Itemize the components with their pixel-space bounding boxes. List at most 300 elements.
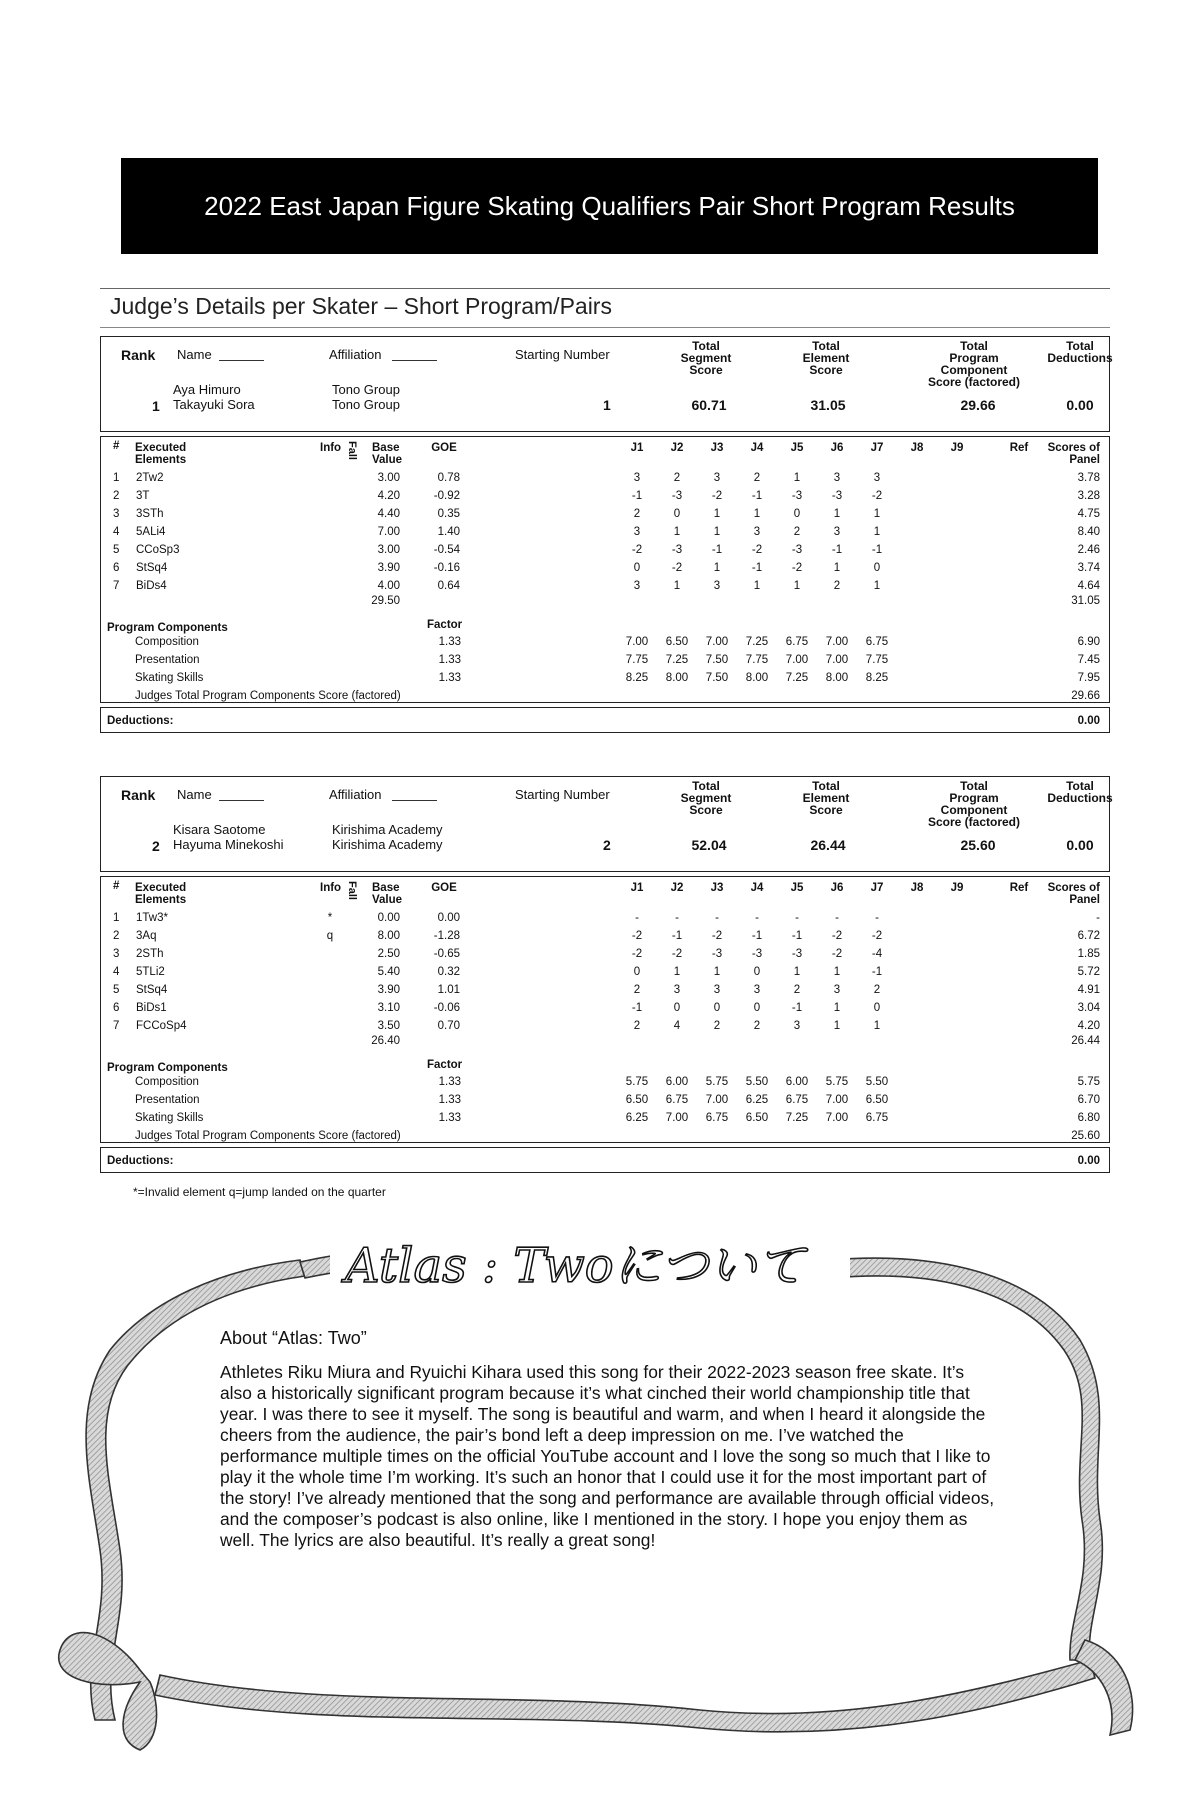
col-executed: Executed xyxy=(135,442,187,454)
element-goe: 0.35 xyxy=(437,508,460,520)
judge-goe: 1 xyxy=(713,562,721,574)
judge-goe: -1 xyxy=(631,490,643,502)
rank-value: 1 xyxy=(152,398,160,414)
judge-goe: 2 xyxy=(793,984,801,996)
judge-goe: 3 xyxy=(633,472,641,484)
judge-goe: 3 xyxy=(633,526,641,538)
element-base-value: 5.40 xyxy=(377,966,400,978)
judge-goe: -1 xyxy=(871,544,883,556)
element-info: * xyxy=(327,912,333,924)
starting-number-label: Starting Number xyxy=(515,787,610,802)
col-number: # xyxy=(113,440,120,452)
element-base-value: 2.50 xyxy=(377,948,400,960)
judge-goe: 2 xyxy=(713,1020,721,1032)
judge-component-score: 6.75 xyxy=(705,1112,729,1124)
judge-component-score: 8.00 xyxy=(745,672,769,684)
judge-component-score: 7.00 xyxy=(705,1094,729,1106)
element-code: 3STh xyxy=(136,508,164,520)
deductions-value: 0.00 xyxy=(1077,1155,1100,1167)
col-fall: Fall xyxy=(346,881,358,900)
col-goe: GOE xyxy=(431,882,457,894)
element-code: 3Aq xyxy=(136,930,157,942)
judge-goe: 1 xyxy=(673,580,681,592)
about-body: Athletes Riku Miura and Ryuichi Kihara used this song for their 2022-2023 season free skate. It’s also a historically significant program because it’s what cinched their world championship title that year. I was there to see it myself. The song is beautiful and warm, and when I heard it alongside the cheers from the audience, the pair’s bond left a deep impression on me. I’ve watched the performance multiple times on the official YouTube account and I love the song so much that I like to play it the whole time I’m working. It’s such an honor that I could use it for the most important part of the story! I’ve already mentioned that the song and performance are available through official videos, and the composer’s podcast is also online, like I mentioned in the story. I hope you enjoy them as well. The lyrics are also beautiful. It’s really a great song! xyxy=(220,1362,995,1550)
judge-goe: 1 xyxy=(673,526,681,538)
pcs-total-label: Judges Total Program Components Score (factored) xyxy=(135,690,401,702)
judge-component-score: 7.75 xyxy=(865,654,889,666)
judge-goe: - xyxy=(675,912,679,924)
element-number: 4 xyxy=(113,526,120,538)
ribbon-heading: Atlas : Twoについて xyxy=(345,1238,805,1294)
judge-goe: -2 xyxy=(711,490,723,502)
judge-goe: 0 xyxy=(633,966,641,978)
element-code: BiDs1 xyxy=(136,1002,167,1014)
col-judge: J6 xyxy=(830,882,844,894)
element-code: 2STh xyxy=(136,948,164,960)
total-pcs-label: Total xyxy=(960,339,988,353)
element-code: 5TLi2 xyxy=(136,966,165,978)
skater-affiliation: Kirishima Academy xyxy=(332,822,443,837)
underline xyxy=(392,360,437,361)
underline xyxy=(219,800,264,801)
judge-goe: -2 xyxy=(831,948,843,960)
col-judge: J2 xyxy=(670,882,684,894)
col-judge: J1 xyxy=(630,442,644,454)
element-panel-score: 5.72 xyxy=(1077,966,1100,978)
element-code: 5ALi4 xyxy=(136,526,166,538)
total-deductions-label: Total xyxy=(1066,779,1094,793)
element-number: 4 xyxy=(113,966,120,978)
element-number: 5 xyxy=(113,984,120,996)
col-base-value: Value xyxy=(372,894,403,906)
element-code: BiDs4 xyxy=(136,580,167,592)
judge-component-score: 6.00 xyxy=(785,1076,809,1088)
col-executed: Executed xyxy=(135,882,187,894)
judge-component-score: 6.00 xyxy=(665,1076,689,1088)
judge-goe: -1 xyxy=(711,544,723,556)
col-info: Info xyxy=(320,882,342,894)
judge-component-score: 7.50 xyxy=(705,672,729,684)
col-ref: Ref xyxy=(1009,882,1029,894)
judge-goe: 0 xyxy=(633,562,641,574)
total-pcs-label: Score (factored) xyxy=(927,815,1021,829)
judge-goe: 2 xyxy=(633,508,641,520)
component-name: Presentation xyxy=(135,654,200,666)
judge-component-score: 5.50 xyxy=(865,1076,889,1088)
col-base-value: Base xyxy=(372,882,400,894)
judge-goe: -1 xyxy=(831,544,843,556)
element-base-value: 3.00 xyxy=(377,544,400,556)
element-number: 6 xyxy=(113,562,120,574)
starting-number-value: 2 xyxy=(603,837,611,853)
judge-goe: 0 xyxy=(873,1002,881,1014)
judge-goe: -2 xyxy=(791,562,803,574)
judge-goe: 2 xyxy=(633,984,641,996)
table-frame xyxy=(100,1147,1110,1173)
element-goe: -0.92 xyxy=(433,490,460,502)
col-judge: J3 xyxy=(710,882,724,894)
skater-name: Hayuma Minekoshi xyxy=(173,837,284,852)
element-number: 3 xyxy=(113,508,120,520)
judge-component-score: 7.25 xyxy=(785,672,809,684)
judge-goe: 2 xyxy=(833,580,841,592)
element-panel-score: 8.40 xyxy=(1077,526,1100,538)
element-base-value: 4.40 xyxy=(377,508,400,520)
component-factor: 1.33 xyxy=(438,654,461,666)
element-panel-score: 3.78 xyxy=(1077,472,1100,484)
element-panel-score: 4.64 xyxy=(1077,580,1100,592)
judge-goe: 2 xyxy=(753,1020,761,1032)
total-deductions-label: Deductions xyxy=(1047,351,1113,365)
judge-goe: 1 xyxy=(833,1020,841,1032)
element-number: 5 xyxy=(113,544,120,556)
element-goe: -0.06 xyxy=(433,1002,460,1014)
judge-component-score: 7.00 xyxy=(785,654,809,666)
judge-goe: 1 xyxy=(833,508,841,520)
total-segment-score-label: Total xyxy=(692,779,720,793)
underline xyxy=(392,800,437,801)
judge-goe: -3 xyxy=(711,948,723,960)
judge-goe: 3 xyxy=(833,472,841,484)
judge-goe: -4 xyxy=(871,948,883,960)
col-fall: Fall xyxy=(346,441,358,460)
element-number: 7 xyxy=(113,580,120,592)
col-judge: J5 xyxy=(790,442,804,454)
component-name: Composition xyxy=(135,1076,199,1088)
judge-goe: -2 xyxy=(711,930,723,942)
affiliation-label: Affiliation xyxy=(329,787,382,802)
component-factor: 1.33 xyxy=(438,636,461,648)
element-panel-score: 6.72 xyxy=(1077,930,1100,942)
element-info: q xyxy=(326,930,334,942)
element-goe: 1.40 xyxy=(437,526,460,538)
judge-component-score: 8.00 xyxy=(665,672,689,684)
judge-goe: 1 xyxy=(673,966,681,978)
judge-goe: - xyxy=(835,912,839,924)
element-panel-score: - xyxy=(1096,912,1100,924)
judge-goe: -3 xyxy=(751,948,763,960)
factor-label: Factor xyxy=(427,619,463,631)
component-panel-score: 5.75 xyxy=(1077,1076,1100,1088)
element-goe: -0.54 xyxy=(433,544,460,556)
judge-details-title: Judge’s Details per Skater – Short Program/Pairs xyxy=(110,293,612,319)
judge-goe: -1 xyxy=(751,562,763,574)
total-segment-score-label: Score xyxy=(689,803,723,817)
element-base-value: 7.00 xyxy=(377,526,400,538)
col-judge: J4 xyxy=(750,442,764,454)
judge-component-score: 5.75 xyxy=(825,1076,849,1088)
judge-goe: 1 xyxy=(833,562,841,574)
judge-goe: -2 xyxy=(751,544,763,556)
judge-goe: 3 xyxy=(793,1020,801,1032)
judge-goe: -3 xyxy=(791,544,803,556)
component-factor: 1.33 xyxy=(438,1112,461,1124)
judge-goe: 1 xyxy=(753,580,761,592)
judge-goe: 1 xyxy=(873,526,881,538)
judge-goe: 1 xyxy=(713,526,721,538)
element-goe: 0.64 xyxy=(437,580,460,592)
judge-goe: 3 xyxy=(833,526,841,538)
judge-goe: 3 xyxy=(833,984,841,996)
judge-component-score: 6.50 xyxy=(745,1112,769,1124)
component-name: Composition xyxy=(135,636,199,648)
element-panel-score: 1.85 xyxy=(1077,948,1100,960)
total-pcs-label: Score (factored) xyxy=(927,375,1021,389)
judge-component-score: 6.50 xyxy=(625,1094,649,1106)
element-goe: -1.28 xyxy=(433,930,460,942)
judge-goe: 1 xyxy=(833,1002,841,1014)
judge-component-score: 7.00 xyxy=(825,1094,849,1106)
footnote: *=Invalid element q=jump landed on the quarter xyxy=(133,1185,386,1199)
total-segment-score-label: Total xyxy=(692,339,720,353)
component-panel-score: 7.95 xyxy=(1077,672,1100,684)
element-number: 7 xyxy=(113,1020,120,1032)
judge-goe: 1 xyxy=(793,580,801,592)
col-number: # xyxy=(113,880,120,892)
judge-goe: 3 xyxy=(673,984,681,996)
judge-component-score: 8.25 xyxy=(865,672,889,684)
total-segment-score: 52.04 xyxy=(691,837,727,853)
col-judge: J2 xyxy=(670,442,684,454)
element-number: 1 xyxy=(113,472,120,484)
rank-label: Rank xyxy=(121,787,156,803)
component-panel-score: 7.45 xyxy=(1077,654,1100,666)
judge-goe: -3 xyxy=(671,544,683,556)
element-panel-score: 4.91 xyxy=(1077,984,1100,996)
col-base-value: Value xyxy=(372,454,403,466)
total-element-score-label: Total xyxy=(812,339,840,353)
element-number: 2 xyxy=(113,490,120,502)
component-name: Skating Skills xyxy=(135,672,204,684)
total-element-score: 31.05 xyxy=(810,397,846,413)
element-goe: -0.16 xyxy=(433,562,460,574)
judge-component-score: 7.75 xyxy=(625,654,649,666)
judge-goe: -1 xyxy=(791,1002,803,1014)
judge-goe: 2 xyxy=(753,472,761,484)
judge-goe: 3 xyxy=(713,472,721,484)
judge-goe: - xyxy=(635,912,639,924)
judge-goe: -3 xyxy=(671,490,683,502)
total-deductions-label: Total xyxy=(1066,339,1094,353)
judge-component-score: 6.25 xyxy=(745,1094,769,1106)
element-score-total: 26.44 xyxy=(1071,1035,1100,1047)
judge-goe: 2 xyxy=(873,984,881,996)
col-judge: J6 xyxy=(830,442,844,454)
judge-goe: -1 xyxy=(751,930,763,942)
judge-goe: 1 xyxy=(793,472,801,484)
skater-affiliation: Tono Group xyxy=(332,397,400,412)
judge-goe: -1 xyxy=(671,930,683,942)
judge-goe: -3 xyxy=(791,948,803,960)
judge-component-score: 7.00 xyxy=(705,636,729,648)
element-goe: 0.78 xyxy=(437,472,460,484)
judge-component-score: 7.00 xyxy=(825,654,849,666)
program-components-label: Program Components xyxy=(107,622,228,634)
judge-goe: -2 xyxy=(871,930,883,942)
judge-goe: -2 xyxy=(671,562,683,574)
element-goe: -0.65 xyxy=(433,948,460,960)
results-banner: 2022 East Japan Figure Skating Qualifiers Pair Short Program Results xyxy=(121,158,1098,254)
judge-goe: -1 xyxy=(791,930,803,942)
judge-goe: -2 xyxy=(631,544,643,556)
judge-goe: 3 xyxy=(873,472,881,484)
judge-goe: 3 xyxy=(753,984,761,996)
judge-goe: -1 xyxy=(871,966,883,978)
element-panel-score: 4.20 xyxy=(1077,1020,1100,1032)
total-deductions-label: Deductions xyxy=(1047,791,1113,805)
judge-goe: 0 xyxy=(873,562,881,574)
col-executed: Elements xyxy=(135,894,187,906)
total-element-score-label: Score xyxy=(809,803,843,817)
element-base-value: 3.90 xyxy=(377,562,400,574)
col-panel: Scores of xyxy=(1047,442,1100,454)
judge-goe: 0 xyxy=(753,1002,761,1014)
judge-component-score: 6.50 xyxy=(865,1094,889,1106)
judge-goe: -3 xyxy=(831,490,843,502)
underline xyxy=(219,360,264,361)
deductions-label: Deductions: xyxy=(107,1155,174,1167)
col-judge: J7 xyxy=(870,882,884,894)
component-name: Presentation xyxy=(135,1094,200,1106)
element-code: CCoSp3 xyxy=(136,544,180,556)
col-judge: J9 xyxy=(950,882,964,894)
judge-component-score: 6.75 xyxy=(785,636,809,648)
judge-goe: -2 xyxy=(831,930,843,942)
judge-goe: -3 xyxy=(791,490,803,502)
judge-component-score: 8.25 xyxy=(625,672,649,684)
judge-goe: 0 xyxy=(673,508,681,520)
col-judge: J7 xyxy=(870,442,884,454)
col-judge: J9 xyxy=(950,442,964,454)
program-components-label: Program Components xyxy=(107,1062,228,1074)
element-goe: 1.01 xyxy=(437,984,460,996)
element-number: 2 xyxy=(113,930,120,942)
judge-goe: 0 xyxy=(673,1002,681,1014)
judge-goe: 2 xyxy=(793,526,801,538)
judge-component-score: 7.00 xyxy=(665,1112,689,1124)
judge-goe: -2 xyxy=(671,948,683,960)
skater-name: Kisara Saotome xyxy=(173,822,266,837)
col-judge: J3 xyxy=(710,442,724,454)
total-element-score-label: Element xyxy=(802,791,850,805)
total-element-score-label: Element xyxy=(802,351,850,365)
element-base-value: 3.50 xyxy=(377,1020,400,1032)
col-executed: Elements xyxy=(135,454,187,466)
element-base-value: 0.00 xyxy=(377,912,400,924)
element-panel-score: 3.28 xyxy=(1077,490,1100,502)
col-judge: J5 xyxy=(790,882,804,894)
ribbon-band xyxy=(155,1660,1095,1732)
col-judge: J4 xyxy=(750,882,764,894)
judge-goe: 3 xyxy=(713,984,721,996)
rank-value: 2 xyxy=(152,838,160,854)
deductions-label: Deductions: xyxy=(107,715,174,727)
element-number: 1 xyxy=(113,912,120,924)
skater-affiliation: Kirishima Academy xyxy=(332,837,443,852)
judge-goe: 2 xyxy=(633,1020,641,1032)
component-panel-score: 6.70 xyxy=(1077,1094,1100,1106)
base-value-total: 29.50 xyxy=(371,595,400,607)
judge-goe: -2 xyxy=(631,930,643,942)
judge-goe: 0 xyxy=(793,508,801,520)
affiliation-label: Affiliation xyxy=(329,347,382,362)
col-goe: GOE xyxy=(431,442,457,454)
judge-component-score: 8.00 xyxy=(825,672,849,684)
about-title: About “Atlas: Two” xyxy=(220,1328,367,1348)
judge-component-score: 7.25 xyxy=(665,654,689,666)
judge-component-score: 6.75 xyxy=(665,1094,689,1106)
judge-goe: - xyxy=(875,912,879,924)
total-element-score-label: Score xyxy=(809,363,843,377)
judge-goe: -1 xyxy=(751,490,763,502)
total-pcs-label: Total xyxy=(960,779,988,793)
col-judge: J8 xyxy=(910,442,924,454)
pcs-total-value: 25.60 xyxy=(1071,1130,1100,1142)
judge-component-score: 7.75 xyxy=(745,654,769,666)
col-base-value: Base xyxy=(372,442,400,454)
total-segment-score-label: Score xyxy=(689,363,723,377)
starting-number-value: 1 xyxy=(603,397,611,413)
component-factor: 1.33 xyxy=(438,1076,461,1088)
element-panel-score: 2.46 xyxy=(1077,544,1100,556)
total-pcs-label: Program xyxy=(949,791,999,805)
element-goe: 0.70 xyxy=(437,1020,460,1032)
element-base-value: 4.00 xyxy=(377,580,400,592)
total-pcs-score: 29.66 xyxy=(960,397,996,413)
element-panel-score: 3.04 xyxy=(1077,1002,1100,1014)
table-frame xyxy=(100,876,1110,1143)
element-base-value: 3.00 xyxy=(377,472,400,484)
judge-goe: 0 xyxy=(713,1002,721,1014)
element-code: 1Tw3* xyxy=(136,912,168,924)
judge-goe: 1 xyxy=(713,966,721,978)
component-factor: 1.33 xyxy=(438,1094,461,1106)
judge-component-score: 5.75 xyxy=(625,1076,649,1088)
col-panel: Scores of xyxy=(1047,882,1100,894)
judge-component-score: 7.00 xyxy=(625,636,649,648)
judge-component-score: 6.25 xyxy=(625,1112,649,1124)
total-segment-score-label: Segment xyxy=(680,791,732,805)
judge-goe: - xyxy=(715,912,719,924)
judge-goe: 2 xyxy=(673,472,681,484)
judge-goe: - xyxy=(755,912,759,924)
element-base-value: 3.90 xyxy=(377,984,400,996)
element-number: 3 xyxy=(113,948,120,960)
element-panel-score: 4.75 xyxy=(1077,508,1100,520)
total-pcs-label: Component xyxy=(940,363,1008,377)
judge-goe: 1 xyxy=(713,508,721,520)
element-score-total: 31.05 xyxy=(1071,595,1100,607)
judge-goe: 1 xyxy=(873,1020,881,1032)
pcs-total-label: Judges Total Program Components Score (factored) xyxy=(135,1130,401,1142)
judge-goe: 0 xyxy=(753,966,761,978)
name-label: Name xyxy=(177,347,212,362)
judge-goe: -2 xyxy=(871,490,883,502)
total-pcs-score: 25.60 xyxy=(960,837,996,853)
judge-component-score: 7.00 xyxy=(825,1112,849,1124)
total-element-score-label: Total xyxy=(812,779,840,793)
deductions-value: 0.00 xyxy=(1077,715,1100,727)
element-base-value: 8.00 xyxy=(377,930,400,942)
element-code: StSq4 xyxy=(136,984,168,996)
ribbon-end xyxy=(1075,1640,1133,1735)
total-deductions: 0.00 xyxy=(1066,837,1094,853)
element-goe: 0.32 xyxy=(437,966,460,978)
element-number: 6 xyxy=(113,1002,120,1014)
table-frame xyxy=(100,436,1110,703)
judge-goe: 1 xyxy=(873,508,881,520)
table-frame xyxy=(100,707,1110,733)
